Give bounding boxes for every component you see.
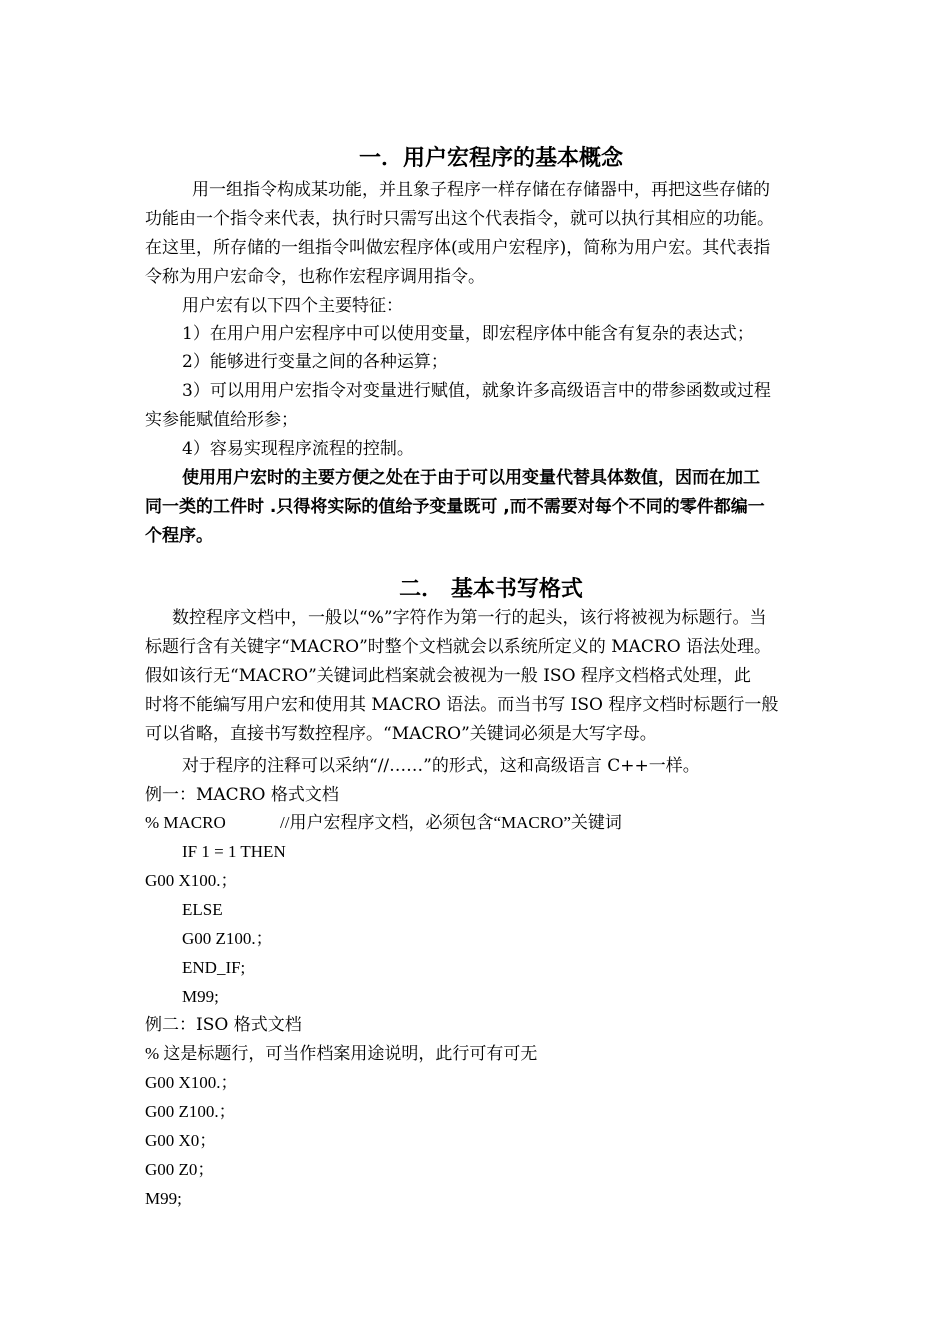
code-line: G00 X0； [145, 1131, 217, 1150]
code-line: ELSE [182, 900, 223, 919]
feature-item-2: 2）能够进行变量之间的各种运算； [182, 352, 448, 372]
feature-item-4: 4）容易实现程序流程的控制。 [182, 439, 414, 459]
feature-item-3: 3）可以用用户宏指令对变量进行赋值，就象许多高级语言中的带参函数或过程 [182, 381, 771, 401]
section-2-para-line: 数控程序文档中，一般以“%”字符作为第一行的起头，该行将被视为标题行。当 [172, 608, 767, 628]
section-1-para-line: 在这里，所存储的一组指令叫做宏程序体(或用户宏程序)，简称为用户宏。其代表指 [145, 238, 771, 258]
code-line: M99; [145, 1189, 182, 1208]
section-2-para-line: 假如该行无“MACRO”关键词此档案就会被视为一般 ISO 程序文档格式处理，此 [145, 666, 751, 686]
features-intro: 用户宏有以下四个主要特征： [182, 296, 403, 316]
code-line: G00 Z100.； [145, 1102, 236, 1121]
section-1-para-line: 用一组指令构成某功能，并且象子程序一样存储在存储器中，再把这些存储的 [192, 180, 770, 200]
summary-line: 使用用户宏时的主要方便之处在于由于可以用变量代替具体数值，因而在加工 [182, 468, 760, 488]
example-1-label: 例一：MACRO 格式文档 [145, 785, 339, 805]
section-2-title: 二． 基本书写格式 [399, 576, 583, 602]
section-2-para-line: 标题行含有关键字“MACRO”时整个文档就会以系统所定义的 MACRO 语法处理。 [145, 637, 772, 657]
section-1-para-line: 功能由一个指令来代表，执行时只需写出这个代表指令，就可以执行其相应的功能。 [145, 209, 774, 229]
comment-note: 对于程序的注释可以采纳“//……”的形式，这和高级语言 C++一样。 [182, 756, 700, 776]
code-line: G00 X100.； [145, 871, 238, 890]
example-1-header-comment: //用户宏程序文档，必须包含“MACRO”关键词 [280, 813, 622, 832]
section-2-para-line: 可以省略，直接书写数控程序。“MACRO”关键词必须是大写字母。 [145, 724, 657, 744]
code-line: IF 1 = 1 THEN [182, 842, 286, 861]
section-1-para-line: 令称为用户宏命令，也称作宏程序调用指令。 [145, 267, 485, 287]
example-1-header-code: % MACRO [145, 813, 226, 832]
feature-item-3-cont: 实参能赋值给形参； [145, 410, 298, 430]
code-line: G00 Z100.； [182, 929, 273, 948]
feature-item-1: 1）在用户用户宏程序中可以使用变量，即宏程序体中能含有复杂的表达式； [182, 324, 754, 344]
code-line: END_IF; [182, 958, 246, 977]
section-1-title: 一．用户宏程序的基本概念 [358, 146, 623, 171]
code-line: M99; [182, 987, 219, 1006]
summary-line: 个程序。 [145, 526, 213, 546]
code-line: G00 X100.； [145, 1073, 238, 1092]
example-2-label: 例二：ISO 格式文档 [145, 1015, 302, 1035]
code-line: % 这是标题行，可当作档案用途说明，此行可有可无 [145, 1044, 538, 1063]
code-line: G00 Z0； [145, 1160, 215, 1179]
section-2-para-line: 时将不能编写用户宏和使用其 MACRO 语法。而当书写 ISO 程序文档时标题行一般 [145, 695, 779, 715]
summary-line: 同一类的工件时 .只得将实际的值给予变量既可 ,而不需要对每个不同的零件都编一 [145, 497, 765, 517]
